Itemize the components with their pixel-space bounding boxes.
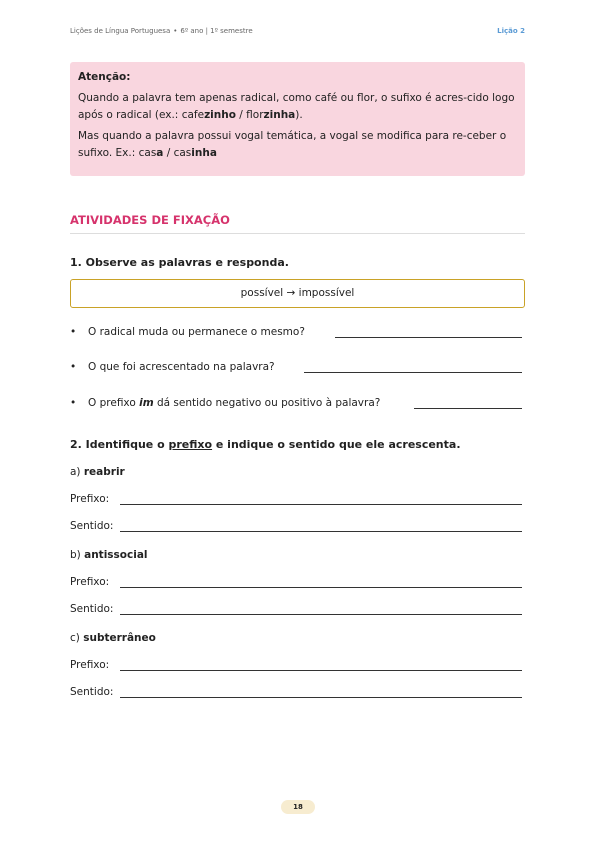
item-a-label <box>70 466 125 478</box>
meaning-row <box>70 520 522 534</box>
callout-paragraph-2 <box>78 128 517 162</box>
item-letter: b) <box>70 549 85 561</box>
callout-p1-suffix-1: zinho <box>204 109 236 121</box>
callout-paragraph-1 <box>78 90 517 124</box>
attention-callout <box>70 62 525 176</box>
bullet-text <box>88 397 380 409</box>
q2-title-text-2: e indique o sentido que ele acrescenta. <box>212 438 461 451</box>
word-box: possível → impossível <box>70 279 525 308</box>
prefix-answer-line[interactable] <box>120 504 522 505</box>
question-2-title <box>70 438 525 451</box>
q2-title-text: 2. Identifique o <box>70 438 169 451</box>
bullet-text-part: dá sentido negativo ou positivo à palavra? <box>153 397 381 409</box>
question-1-title: 1. Observe as palavras e responda. <box>70 256 289 269</box>
bullet-item <box>70 397 522 411</box>
bullet-dot: • <box>70 361 77 373</box>
callout-p2-text: Mas quando a palavra possui vogal temática, a vogal se modifica para re-ceber o sufixo. Ex.: cas <box>78 130 507 159</box>
meaning-answer-line[interactable] <box>120 697 522 698</box>
callout-p1-text-3: ). <box>295 109 303 121</box>
meaning-label: Sentido: <box>70 520 114 532</box>
callout-p2-text-2: / cas <box>163 147 192 159</box>
item-letter: a) <box>70 466 84 478</box>
grade-label: 6º ano | 1º semestre <box>180 27 253 35</box>
prefix-answer-line[interactable] <box>120 587 522 588</box>
lesson-label: Lição 2 <box>497 27 525 35</box>
header-left <box>70 27 253 35</box>
item-b-label <box>70 549 148 561</box>
prefix-row <box>70 659 522 673</box>
item-letter: c) <box>70 632 84 644</box>
prefix-row <box>70 493 522 507</box>
meaning-label: Sentido: <box>70 603 114 615</box>
header-separator: • <box>173 27 178 35</box>
q2-title-prefixo: prefixo <box>168 438 213 451</box>
prefix-label: Prefixo: <box>70 659 110 671</box>
bullet-text: O radical muda ou permanece o mesmo? <box>88 326 305 338</box>
prefix-answer-line[interactable] <box>120 670 522 671</box>
answer-line[interactable] <box>414 408 522 409</box>
bullet-text-part: O prefixo <box>88 397 140 409</box>
bullet-dot: • <box>70 397 77 409</box>
bullet-text: O que foi acrescentado na palavra? <box>88 361 275 373</box>
prefix-label: Prefixo: <box>70 493 110 505</box>
callout-p1-text: Quando a palavra tem apenas radical, como café ou flor, o sufixo é acres-cido logo após o radical (ex.: cafe <box>78 92 515 121</box>
bullet-item <box>70 361 522 375</box>
page-header <box>70 27 525 39</box>
prefix-im: im <box>139 397 154 409</box>
item-word: subterrâneo <box>83 632 156 644</box>
section-title: ATIVIDADES DE FIXAÇÃO <box>70 213 230 227</box>
meaning-row <box>70 603 522 617</box>
bullet-dot: • <box>70 326 77 338</box>
callout-title: Atenção: <box>78 71 131 83</box>
callout-p1-text-2: / flor <box>235 109 264 121</box>
answer-line[interactable] <box>304 372 522 373</box>
answer-line[interactable] <box>335 337 522 338</box>
item-word: reabrir <box>83 466 125 478</box>
prefix-row <box>70 576 522 590</box>
meaning-label: Sentido: <box>70 686 114 698</box>
course-title: Lições de Língua Portuguesa <box>70 27 171 35</box>
item-word: antissocial <box>84 549 148 561</box>
bullet-item <box>70 326 522 340</box>
meaning-answer-line[interactable] <box>120 614 522 615</box>
item-c-label <box>70 632 156 644</box>
callout-p1-suffix-2: zinha <box>263 109 296 121</box>
meaning-row <box>70 686 522 700</box>
callout-p2-suffix: inha <box>191 147 217 159</box>
section-divider <box>70 233 525 234</box>
callout-p2-vowel: a <box>156 147 164 159</box>
meaning-answer-line[interactable] <box>120 531 522 532</box>
page-number: 18 <box>281 800 315 814</box>
prefix-label: Prefixo: <box>70 576 110 588</box>
